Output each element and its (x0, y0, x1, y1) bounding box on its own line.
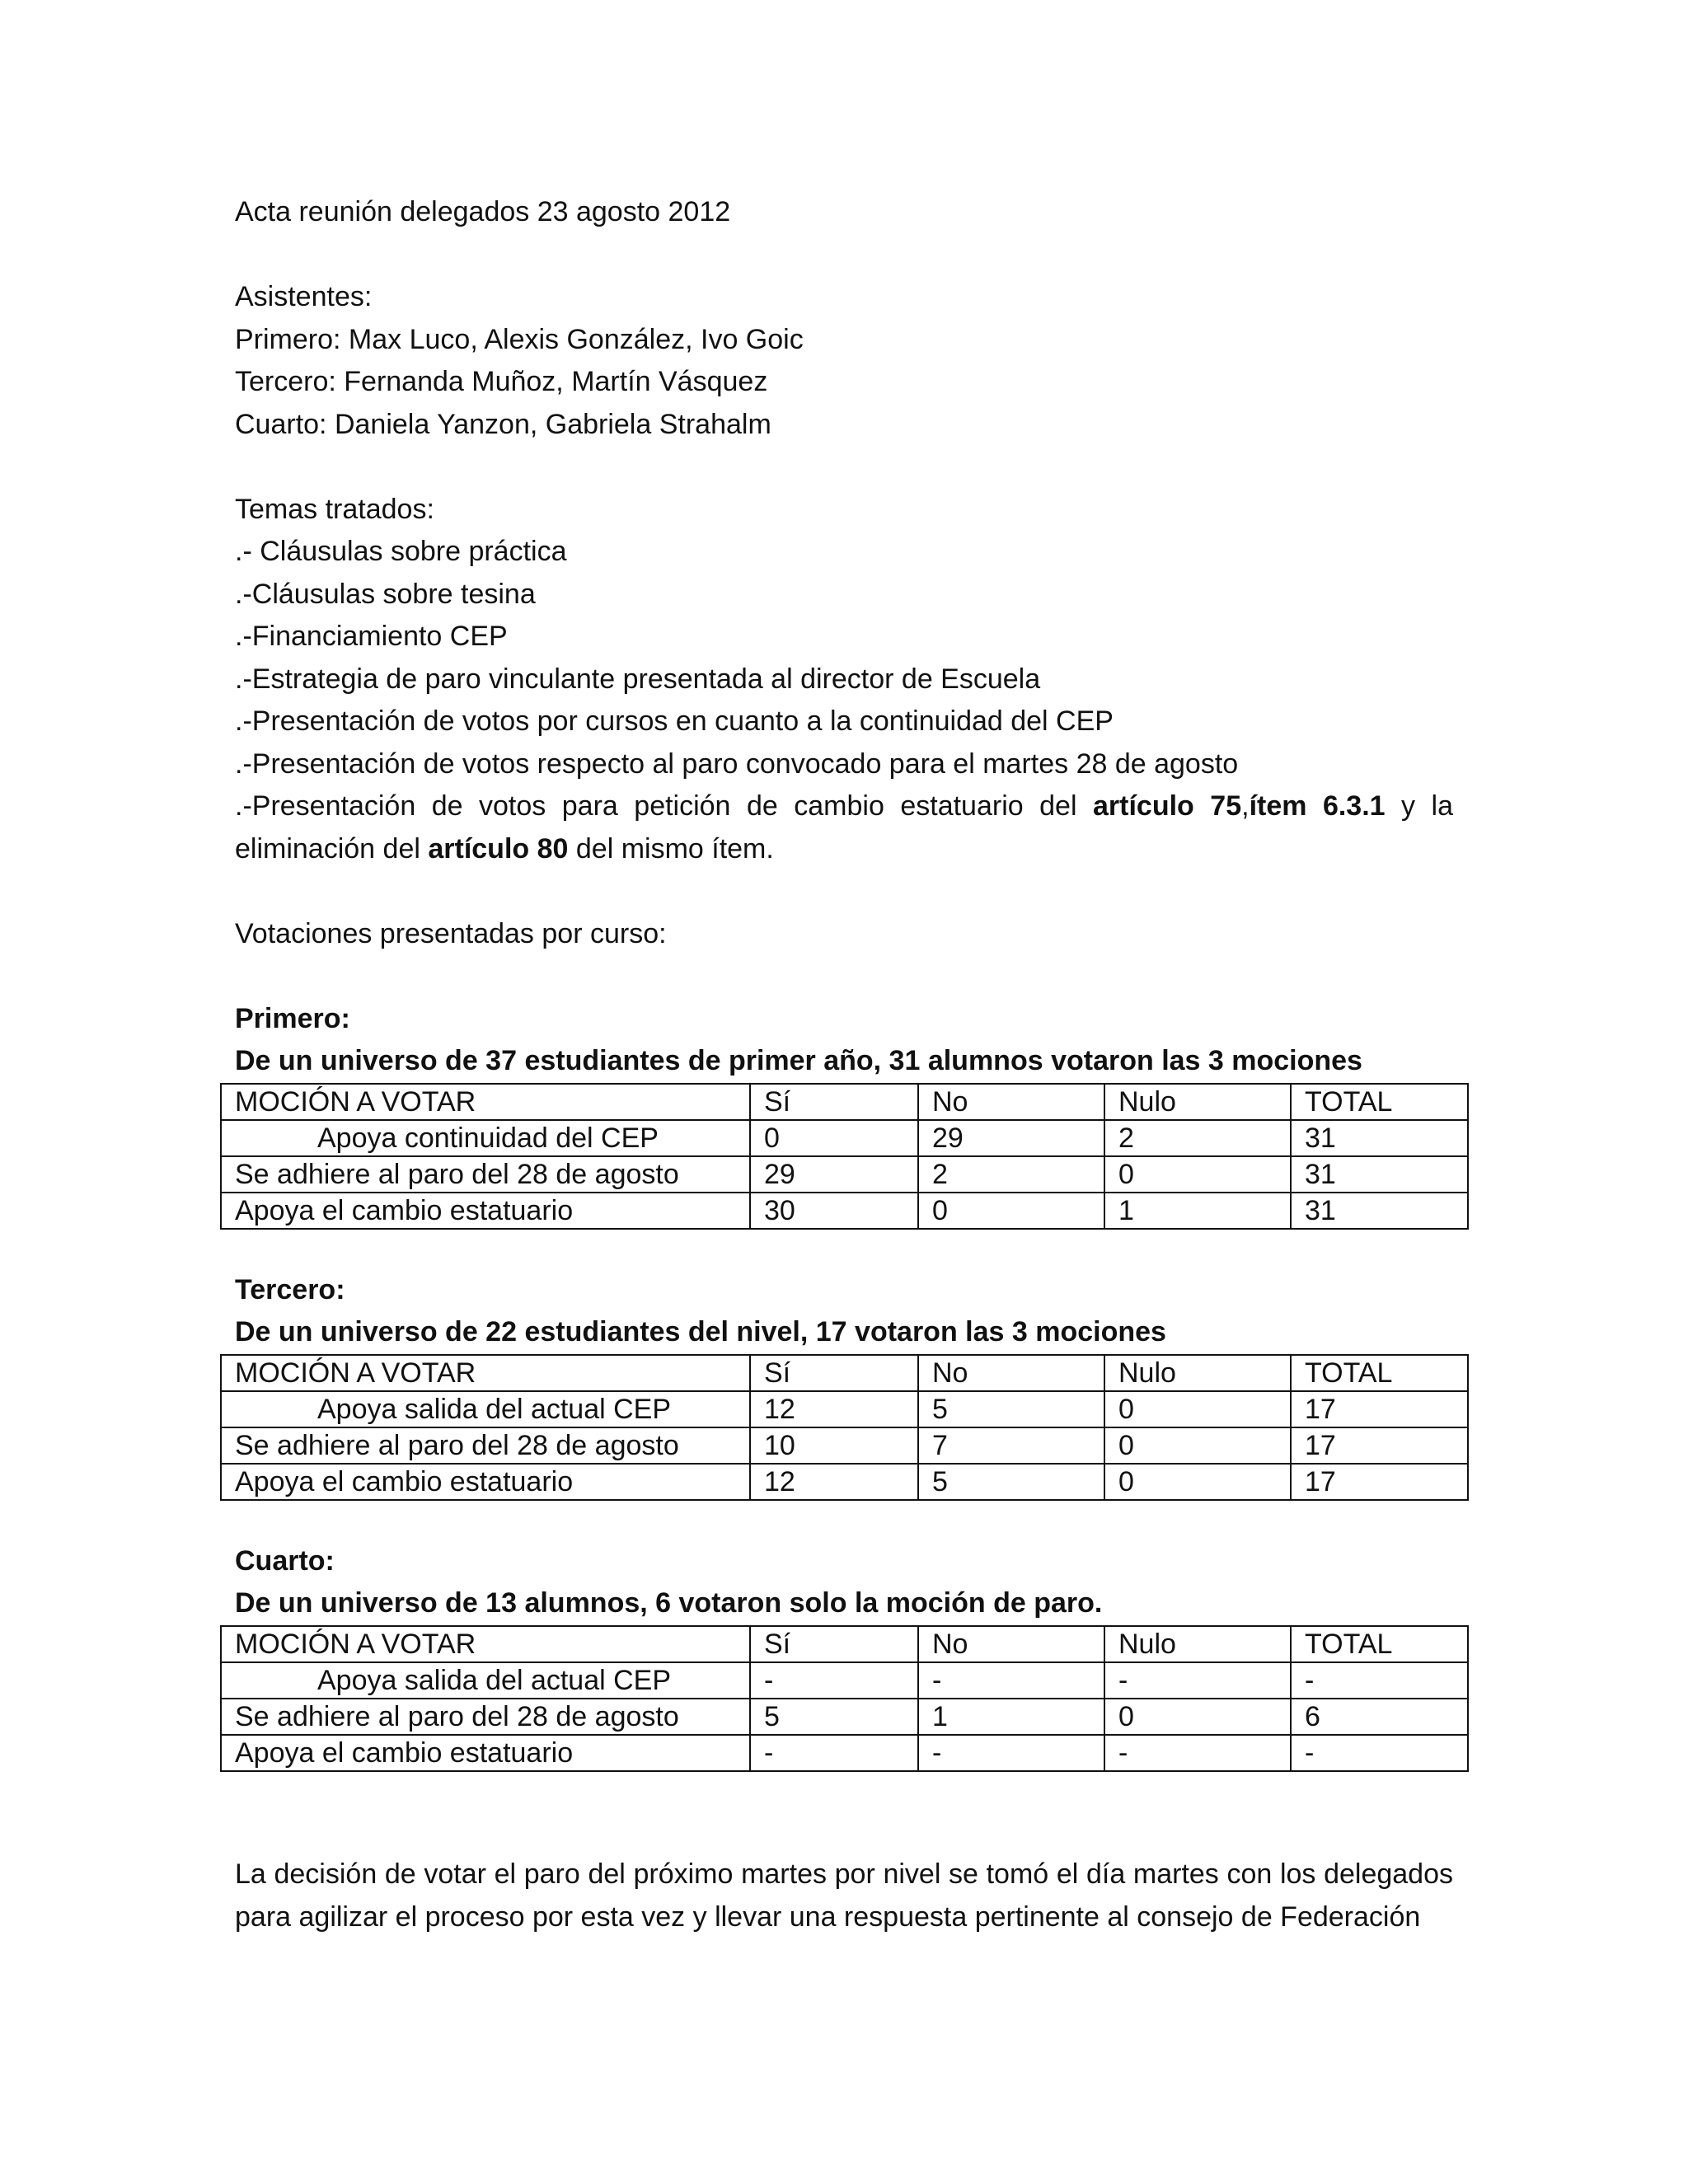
table-header-row (221, 1084, 1468, 1120)
cell-no: - (918, 1662, 1104, 1699)
temas-item-last (235, 785, 1453, 870)
column-header: TOTAL (1291, 1084, 1468, 1120)
cell-total: 31 (1291, 1193, 1468, 1229)
temas-item: .-Presentación de votos por cursos en cuanto a la continuidad del CEP (235, 705, 1114, 737)
cuarto-section (235, 1540, 1453, 1772)
cell-mocion: Apoya salida del actual CEP (221, 1391, 750, 1427)
cell-mocion: Apoya el cambio estatuario (221, 1464, 750, 1500)
section-heading: Cuarto: (235, 1544, 335, 1577)
cell-total: 6 (1291, 1699, 1468, 1735)
cell-nulo: - (1104, 1735, 1291, 1771)
column-header: No (918, 1355, 1104, 1391)
primero-section (235, 998, 1453, 1230)
column-header: MOCIÓN A VOTAR (221, 1626, 750, 1662)
cell-total: - (1291, 1735, 1468, 1771)
section-subheading: De un universo de 22 estudiantes del nivel, 17 votaron las 3 mociones (235, 1316, 1166, 1347)
cell-no: - (918, 1735, 1104, 1771)
cell-total: 17 (1291, 1464, 1468, 1500)
table-row (221, 1156, 1468, 1193)
document-title: Acta reunión delegados 23 agosto 2012 (235, 196, 731, 227)
table-row (221, 1427, 1468, 1464)
section-subheading: De un universo de 37 estudiantes de primer año, 31 alumnos votaron las 3 mociones (235, 1045, 1362, 1076)
cell-no: 7 (918, 1427, 1104, 1464)
text-run-bold: artículo 80 (428, 832, 569, 865)
cell-si: 12 (750, 1391, 918, 1427)
cell-mocion: Apoya continuidad del CEP (221, 1120, 750, 1156)
temas-section (235, 489, 1453, 871)
table-row (221, 1662, 1468, 1699)
cell-no: 5 (918, 1391, 1104, 1427)
column-header: TOTAL (1291, 1626, 1468, 1662)
table-row (221, 1735, 1468, 1771)
temas-heading: Temas tratados: (235, 493, 434, 525)
cell-total: 17 (1291, 1391, 1468, 1427)
cell-total: 17 (1291, 1427, 1468, 1464)
cell-total: 31 (1291, 1120, 1468, 1156)
cell-mocion: Apoya el cambio estatuario (221, 1735, 750, 1771)
table-header-row (221, 1626, 1468, 1662)
cell-no: 0 (918, 1193, 1104, 1229)
cell-si: 30 (750, 1193, 918, 1229)
cell-si: 12 (750, 1464, 918, 1500)
cell-no: 2 (918, 1156, 1104, 1193)
section-subheading: De un universo de 13 alumnos, 6 votaron solo la moción de paro. (235, 1587, 1103, 1619)
column-header: Nulo (1104, 1355, 1291, 1391)
temas-item: .-Cláusulas sobre tesina (235, 578, 536, 610)
cell-nulo: 1 (1104, 1193, 1291, 1229)
column-header: Sí (750, 1084, 918, 1120)
cell-no: 29 (918, 1120, 1104, 1156)
column-header: Nulo (1104, 1084, 1291, 1120)
section-heading: Primero: (235, 1002, 350, 1034)
temas-item: .-Presentación de votos respecto al paro convocado para el martes 28 de agosto (235, 748, 1239, 780)
votaciones-heading: Votaciones presentadas por curso: (235, 917, 667, 949)
text-run-bold: ítem 6.3.1 (1249, 790, 1386, 822)
table-row (221, 1120, 1468, 1156)
cell-si: 5 (750, 1699, 918, 1735)
cell-no: 1 (918, 1699, 1104, 1735)
cell-total: 31 (1291, 1156, 1468, 1193)
text-run: y la eliminación del (235, 790, 1454, 865)
cell-mocion: Apoya salida del actual CEP (221, 1662, 750, 1699)
cell-si: 10 (750, 1427, 918, 1464)
votes-table-cuarto (220, 1625, 1469, 1772)
text-run: .-Presentación de votos para petición de cambio estatuario del (235, 790, 1093, 822)
asistentes-line: Tercero: Fernanda Muñoz, Martín Vásquez (235, 366, 768, 397)
column-header: MOCIÓN A VOTAR (221, 1355, 750, 1391)
column-header: TOTAL (1291, 1355, 1468, 1391)
table-row (221, 1699, 1468, 1735)
cell-nulo: 0 (1104, 1699, 1291, 1735)
cell-si: - (750, 1662, 918, 1699)
text-run-bold: artículo 75 (1093, 790, 1242, 822)
cell-nulo: 0 (1104, 1156, 1291, 1193)
table-header-row (221, 1355, 1468, 1391)
cell-nulo: 0 (1104, 1464, 1291, 1500)
document-page (235, 191, 1453, 1938)
cell-mocion: Se adhiere al paro del 28 de agosto (221, 1699, 750, 1735)
votes-table-primero (220, 1083, 1469, 1230)
cell-mocion: Se adhiere al paro del 28 de agosto (221, 1156, 750, 1193)
column-header: Sí (750, 1626, 918, 1662)
tercero-section (235, 1269, 1453, 1501)
table-row (221, 1193, 1468, 1229)
cell-nulo: - (1104, 1662, 1291, 1699)
cell-si: 0 (750, 1120, 918, 1156)
column-header: No (918, 1084, 1104, 1120)
closing-paragraph: La decisión de votar el paro del próximo martes por nivel se tomó el día martes con los delegados para agilizar el proceso por esta vez y llevar una respuesta pertinente al consejo de Federación (235, 1858, 1453, 1933)
column-header: Sí (750, 1355, 918, 1391)
asistentes-line: Primero: Max Luco, Alexis González, Ivo Goic (235, 323, 804, 355)
cell-nulo: 0 (1104, 1391, 1291, 1427)
text-run: del mismo ítem. (568, 832, 774, 865)
cell-nulo: 0 (1104, 1427, 1291, 1464)
votes-table-tercero (220, 1354, 1469, 1501)
cell-nulo: 2 (1104, 1120, 1291, 1156)
temas-item: .- Cláusulas sobre práctica (235, 536, 567, 567)
cell-no: 5 (918, 1464, 1104, 1500)
asistentes-heading: Asistentes: (235, 281, 373, 312)
temas-item: .-Estrategia de paro vinculante presentada al director de Escuela (235, 663, 1041, 695)
cell-mocion: Apoya el cambio estatuario (221, 1193, 750, 1229)
cell-si: 29 (750, 1156, 918, 1193)
cell-mocion: Se adhiere al paro del 28 de agosto (221, 1427, 750, 1464)
column-header: MOCIÓN A VOTAR (221, 1084, 750, 1120)
cell-si: - (750, 1735, 918, 1771)
column-header: No (918, 1626, 1104, 1662)
table-row (221, 1464, 1468, 1500)
asistentes-section (235, 276, 1453, 446)
text-run: , (1241, 790, 1250, 822)
section-heading: Tercero: (235, 1273, 345, 1305)
cell-total: - (1291, 1662, 1468, 1699)
table-row (221, 1391, 1468, 1427)
temas-item: .-Financiamiento CEP (235, 621, 508, 652)
asistentes-line: Cuarto: Daniela Yanzon, Gabriela Strahalm (235, 408, 771, 440)
column-header: Nulo (1104, 1626, 1291, 1662)
